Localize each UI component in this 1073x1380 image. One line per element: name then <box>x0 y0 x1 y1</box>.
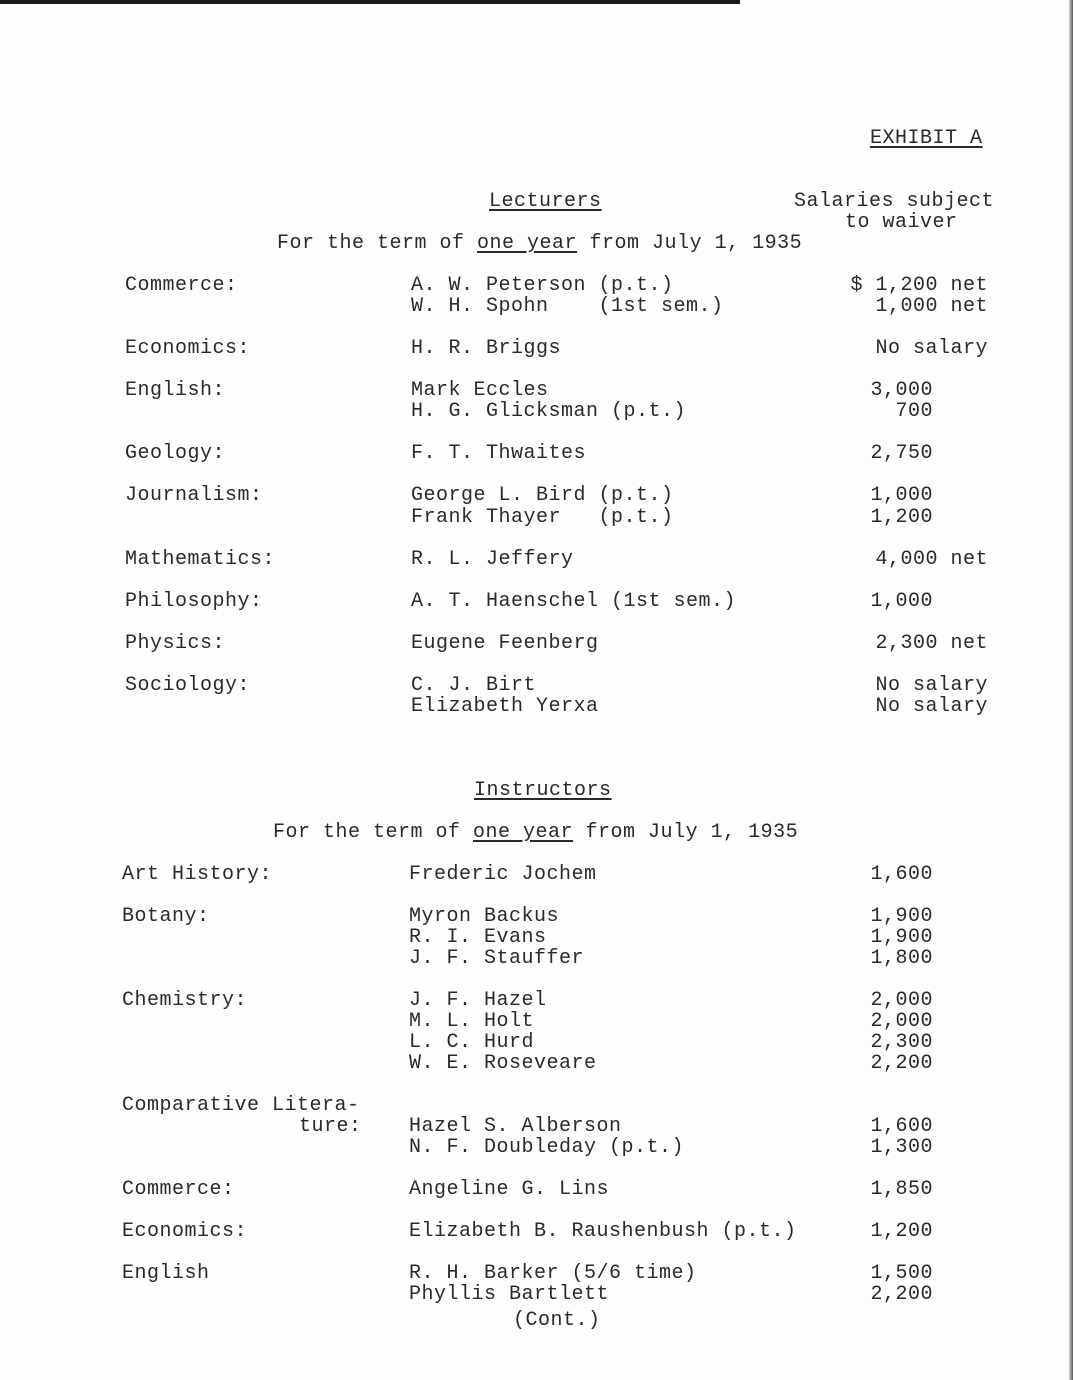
salary-value: 1,600 <box>870 1115 933 1138</box>
salary-value: 1,000 net <box>875 295 988 318</box>
salary-value: 1,000 <box>870 484 933 507</box>
staff-name: Myron Backus <box>409 905 560 928</box>
salary-value: 1,800 <box>870 947 933 970</box>
dept-label: Economics: <box>125 337 251 360</box>
staff-name: L. C. Hurd <box>409 1031 535 1054</box>
salary-value: 1,600 <box>870 863 933 886</box>
scan-right-edge <box>1069 0 1073 1380</box>
staff-name: A. T. Haenschel (1st sem.) <box>411 590 737 613</box>
salary-value: 1,300 <box>870 1136 933 1159</box>
salary-value: 2,300 <box>870 1031 933 1054</box>
dept-label: Physics: <box>125 632 226 655</box>
dept-label: Commerce: <box>122 1178 235 1201</box>
staff-name: W. H. Spohn (1st sem.) <box>411 295 724 318</box>
dept-label: Chemistry: <box>122 989 248 1012</box>
salary-value: No salary <box>875 674 988 697</box>
staff-name: R. H. Barker (5/6 time) <box>409 1262 697 1285</box>
instructors-heading: Instructors <box>474 779 612 802</box>
lecturers-term: For the term of one year from July 1, 1935 <box>277 232 803 255</box>
dept-label: Sociology: <box>125 674 251 697</box>
salary-header-line2: to waiver <box>845 211 958 234</box>
dept-label: Economics: <box>122 1220 248 1243</box>
staff-name: Frank Thayer (p.t.) <box>411 506 674 529</box>
staff-name: Elizabeth Yerxa <box>411 695 599 718</box>
salary-value: 2,000 <box>870 1010 933 1033</box>
dept-label: Comparative Litera- <box>122 1094 360 1117</box>
salary-value: No salary <box>875 695 988 718</box>
salary-value: 700 <box>895 400 933 423</box>
staff-name: A. W. Peterson (p.t.) <box>411 274 674 297</box>
salary-value: 2,300 net <box>875 632 988 655</box>
staff-name: Mark Eccles <box>411 379 549 402</box>
staff-name: H. G. Glicksman (p.t.) <box>411 400 687 423</box>
staff-name: George L. Bird (p.t.) <box>411 484 674 507</box>
staff-name: C. J. Birt <box>411 674 537 697</box>
staff-name: R. L. Jeffery <box>411 548 574 571</box>
staff-name: Angeline G. Lins <box>409 1178 610 1201</box>
exhibit-label: EXHIBIT A <box>870 127 983 150</box>
salary-value: 2,000 <box>870 989 933 1012</box>
dept-label: Botany: <box>122 905 210 928</box>
staff-name: W. E. Roseveare <box>409 1052 597 1075</box>
staff-name: Elizabeth B. Raushenbush (p.t.) <box>409 1220 797 1243</box>
salary-value: 1,000 <box>870 590 933 613</box>
staff-name: J. F. Stauffer <box>409 947 585 970</box>
staff-name: J. F. Hazel <box>409 989 547 1012</box>
salary-value: 1,200 <box>870 1220 933 1243</box>
salary-value: 1,500 <box>870 1262 933 1285</box>
dept-label: Journalism: <box>125 484 263 507</box>
salary-value: 4,000 net <box>875 548 988 571</box>
salary-value: 2,750 <box>870 442 933 465</box>
salary-value: No salary <box>875 337 988 360</box>
dept-label: English: <box>125 379 226 402</box>
staff-name: Frederic Jochem <box>409 863 597 886</box>
dept-label: Mathematics: <box>125 548 276 571</box>
salary-value: 1,900 <box>870 905 933 928</box>
salary-value: 3,000 <box>870 379 933 402</box>
salary-value: 1,850 <box>870 1178 933 1201</box>
salary-header-line1: Salaries subject <box>794 190 995 213</box>
salary-value: $ 1,200 net <box>850 274 988 297</box>
staff-name: Eugene Feenberg <box>411 632 599 655</box>
dept-label: Geology: <box>125 442 226 465</box>
staff-name: H. R. Briggs <box>411 337 562 360</box>
salary-value: 1,200 <box>870 506 933 529</box>
staff-name: N. F. Doubleday (p.t.) <box>409 1136 685 1159</box>
dept-label: English <box>122 1262 210 1285</box>
scan-top-edge <box>0 0 740 4</box>
dept-label: Art History: <box>122 863 273 886</box>
instructors-term: For the term of one year from July 1, 1935 <box>273 821 799 844</box>
salary-value: 2,200 <box>870 1052 933 1075</box>
lecturers-heading: Lecturers <box>489 190 602 213</box>
staff-name: Hazel S. Alberson <box>409 1115 622 1138</box>
staff-name: F. T. Thwaites <box>411 442 587 465</box>
dept-label: Commerce: <box>125 274 238 297</box>
dept-label: Philosophy: <box>125 590 263 613</box>
staff-name: Phyllis Bartlett <box>409 1283 610 1306</box>
staff-name: R. I. Evans <box>409 926 547 949</box>
salary-value: 1,900 <box>870 926 933 949</box>
dept-label: ture: <box>299 1115 362 1138</box>
salary-value: 2,200 <box>870 1283 933 1306</box>
staff-name: M. L. Holt <box>409 1010 535 1033</box>
continued-label: (Cont.) <box>513 1309 601 1332</box>
